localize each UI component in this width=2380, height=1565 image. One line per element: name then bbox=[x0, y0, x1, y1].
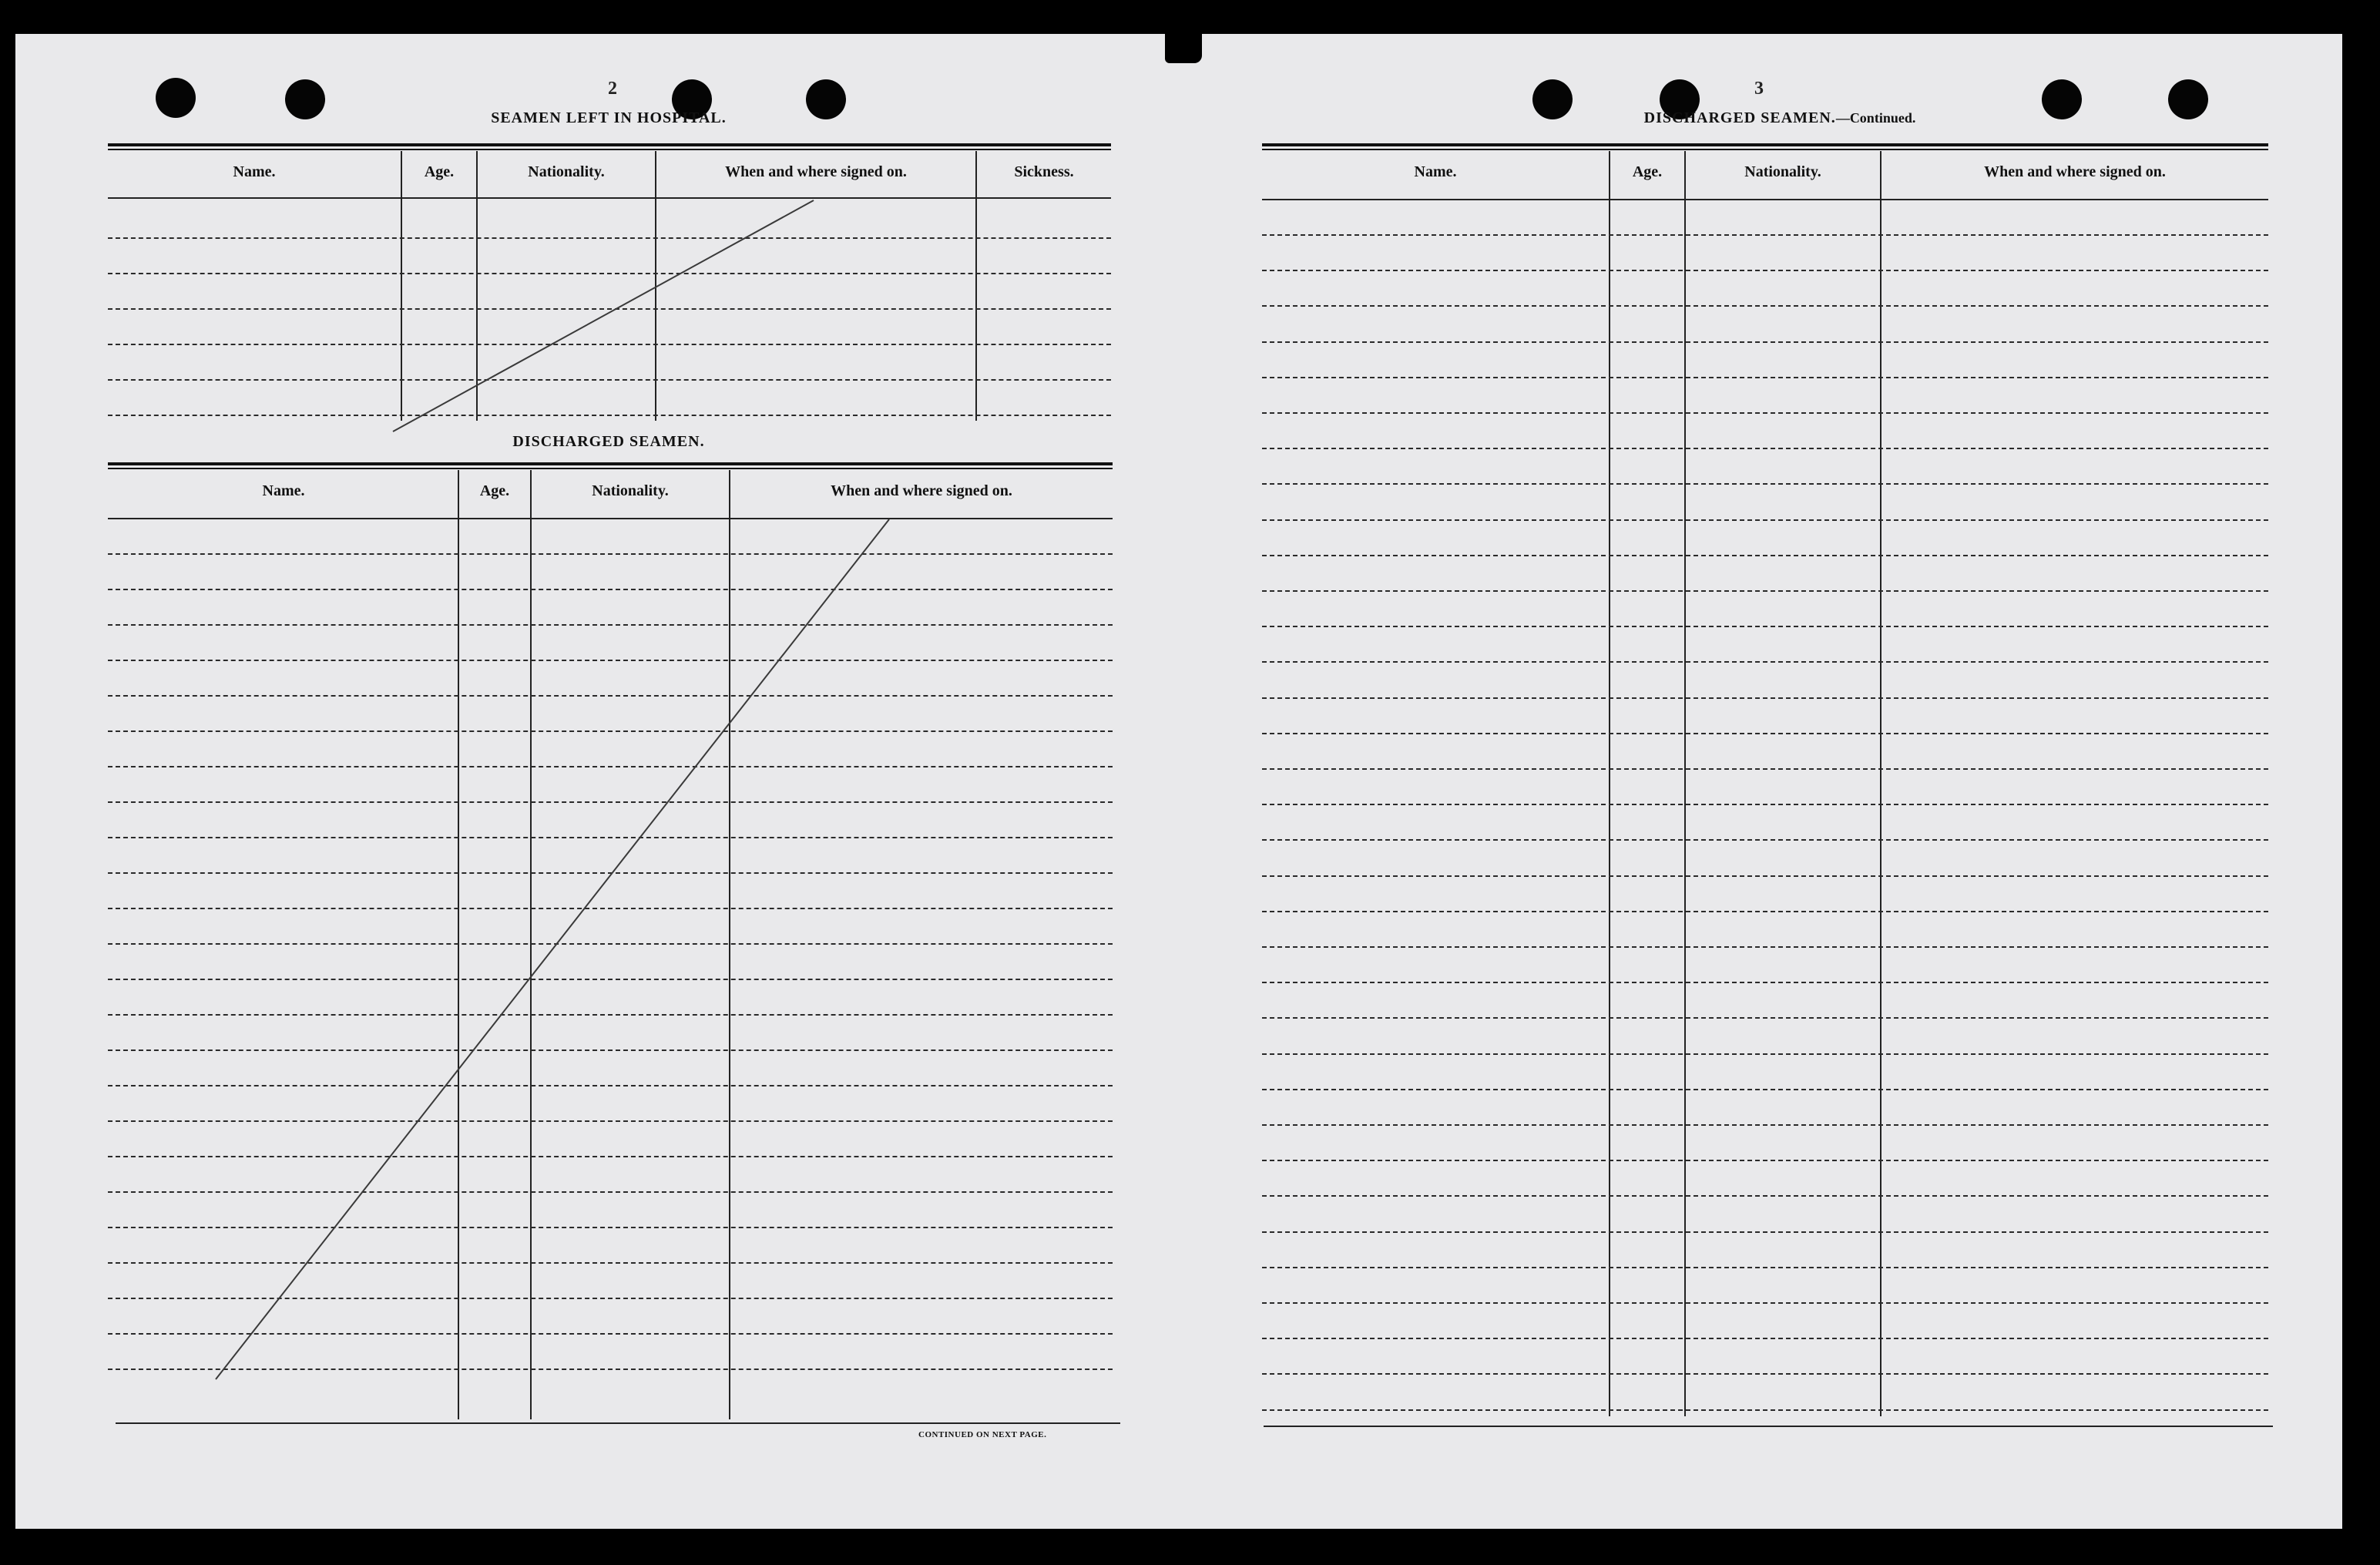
page-number: 3 bbox=[1754, 79, 1764, 99]
page-number: 2 bbox=[608, 79, 617, 99]
col-header-name: Name. bbox=[1414, 163, 1457, 180]
col-header-sickness: Sickness. bbox=[1014, 163, 1074, 180]
col-header-name: Name. bbox=[233, 163, 276, 180]
title-continued: —Continued. bbox=[1835, 110, 1916, 126]
hospital-section-title: SEAMEN LEFT IN HOSPITAL. bbox=[491, 109, 727, 126]
col-header-nationality: Nationality. bbox=[1744, 163, 1821, 180]
discharged-strike-line bbox=[216, 519, 889, 1379]
col-header-age: Age. bbox=[1632, 163, 1663, 180]
col-header-name: Name. bbox=[262, 482, 305, 499]
discharged-section-title: DISCHARGED SEAMEN. bbox=[512, 433, 705, 450]
title-main: DISCHARGED SEAMEN. bbox=[1643, 109, 1836, 126]
col-header-signed-on: When and where signed on. bbox=[1984, 163, 2166, 180]
col-header-signed-on: When and where signed on. bbox=[831, 482, 1012, 499]
continued-note: CONTINUED ON NEXT PAGE. bbox=[918, 1430, 1047, 1439]
col-header-age: Age. bbox=[424, 163, 455, 180]
col-header-nationality: Nationality. bbox=[592, 482, 669, 499]
hospital-strike-line bbox=[393, 200, 814, 432]
col-header-age: Age. bbox=[479, 482, 510, 499]
col-header-nationality: Nationality. bbox=[528, 163, 605, 180]
col-header-signed-on: When and where signed on. bbox=[725, 163, 907, 180]
